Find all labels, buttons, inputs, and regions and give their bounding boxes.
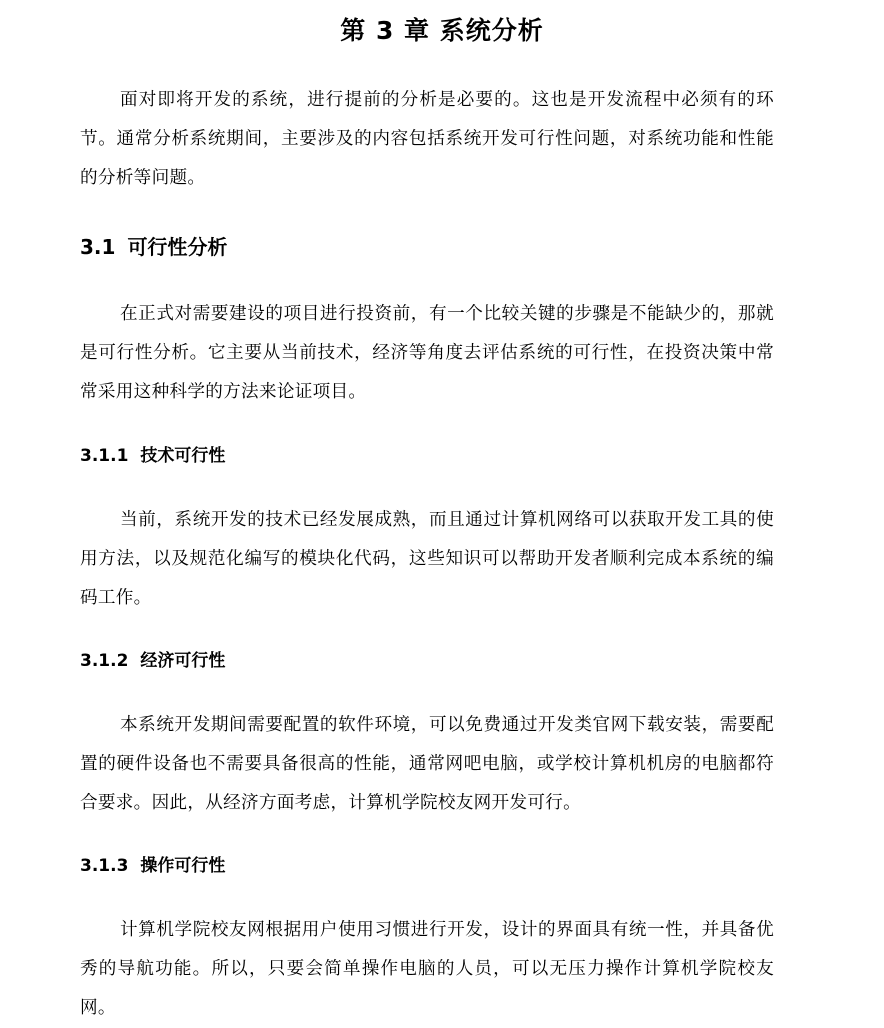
section-3-1-3-paragraph: 计算机学院校友网根据用户使用习惯进行开发，设计的界面具有统一性，并具备优秀的导航功能。所以，只要会简单操作电脑的人员，可以无压力操作计算机学院校友网。 [80,920,774,1018]
section-3-1-2-number: 3.1.2 [80,651,129,671]
section-3-1-title: 可行性分析 [127,235,228,259]
section-3-1-paragraph: 在正式对需要建设的项目进行投资前，有一个比较关键的步骤是不能缺少的，那就是可行性分析。它主要从当前技术，经济等角度去评估系统的可行性，在投资决策中常常采用这种科学的方法来论证项目。 [80,304,774,402]
section-3-1-2-title: 经济可行性 [140,651,226,671]
section-3-1-1-paragraph: 当前，系统开发的技术已经发展成熟，而且通过计算机网络可以获取开发工具的使用方法，以及规范化编写的模块化代码，这些知识可以帮助开发者顺利完成本系统的编码工作。 [80,510,774,608]
chapter-title: 第 3 章 系统分析 [340,16,544,45]
section-3-1-3-number: 3.1.3 [80,856,129,876]
section-3-1-2-heading [80,648,225,674]
section-3-1-2-paragraph: 本系统开发期间需要配置的软件环境，可以免费通过开发类官网下载安装，需要配置的硬件设备也不需要具备很高的性能，通常网吧电脑，或学校计算机机房的电脑都符合要求。因此，从经济方面考虑，计算机学院校友网开发可行。 [80,715,774,813]
section-3-1-3-title: 操作可行性 [140,856,226,876]
section-3-1-1-number: 3.1.1 [80,446,129,466]
section-3-1-1-heading [80,443,225,469]
section-3-1-number: 3.1 [80,235,116,259]
section-3-1-1-title: 技术可行性 [140,446,226,466]
section-3-1-3-heading [80,853,225,879]
intro-paragraph: 面对即将开发的系统，进行提前的分析是必要的。这也是开发流程中必须有的环节。通常分析系统期间，主要涉及的内容包括系统开发可行性问题，对系统功能和性能的分析等问题。 [80,90,774,188]
section-3-1-heading [80,233,227,261]
